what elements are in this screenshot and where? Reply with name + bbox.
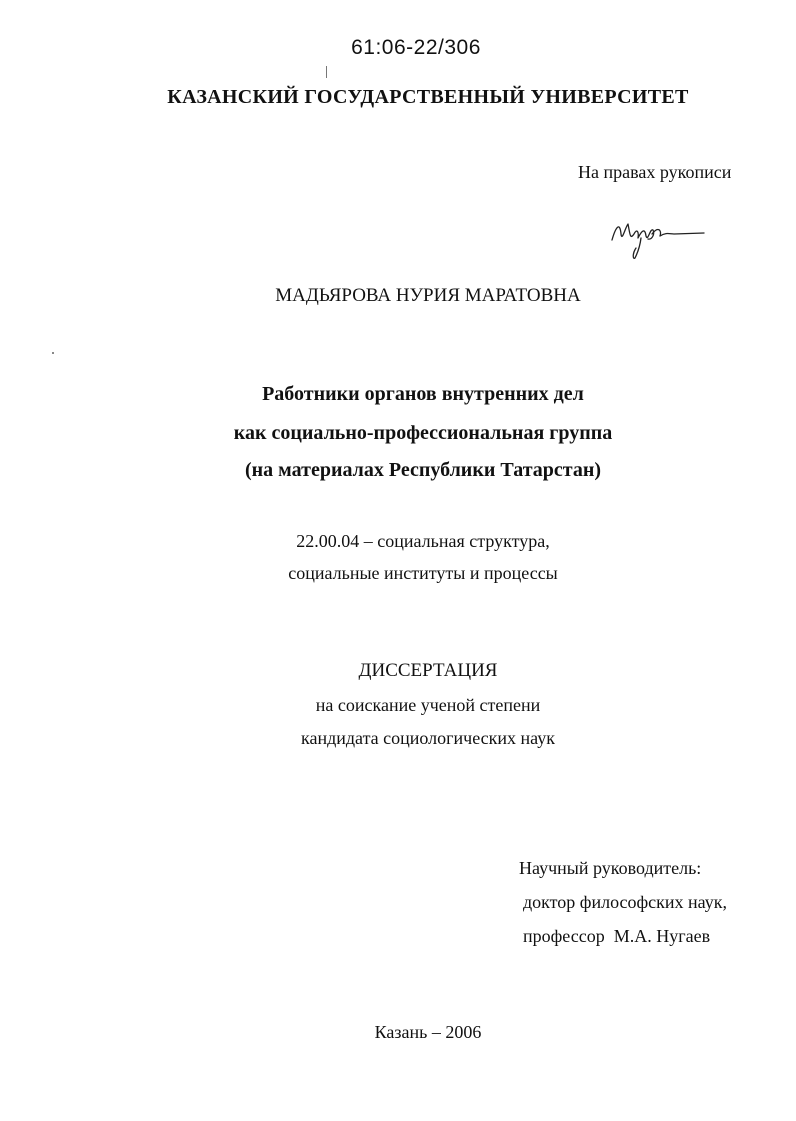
catalog-number: 61:06-22/306 [351, 36, 481, 59]
author-signature [608, 212, 708, 260]
specialty-name-line: социальные институты и процессы [288, 563, 558, 583]
dissertation-title-line-1: Работники органов внутренних дел [262, 383, 584, 405]
supervisor-degree: доктор философских наук, [523, 892, 727, 912]
city-year: Казань – 2006 [374, 1022, 482, 1042]
dissertation-title-line-2: как социально-профессиональная группа [233, 422, 613, 444]
degree-line-1: на соискание ученой степени [315, 695, 541, 715]
university-name: КАЗАНСКИЙ ГОСУДАРСТВЕННЫЙ УНИВЕРСИТЕТ [167, 86, 689, 108]
degree-line-2: кандидата социологических наук [301, 728, 555, 748]
specialty-code-line: 22.00.04 – социальная структура, [296, 531, 550, 551]
scan-speck [52, 352, 54, 354]
author-name: МАДЬЯРОВА НУРИЯ МАРАТОВНА [275, 285, 581, 306]
scan-mark [326, 66, 327, 78]
dissertation-title-line-3: (на материалах Республики Татарстан) [244, 459, 602, 481]
supervisor-heading: Научный руководитель: [519, 858, 702, 878]
supervisor-name: профессор М.А. Нугаев [523, 926, 711, 946]
document-type: ДИССЕРТАЦИЯ [358, 660, 498, 681]
rights-note: На правах рукописи [578, 162, 732, 182]
